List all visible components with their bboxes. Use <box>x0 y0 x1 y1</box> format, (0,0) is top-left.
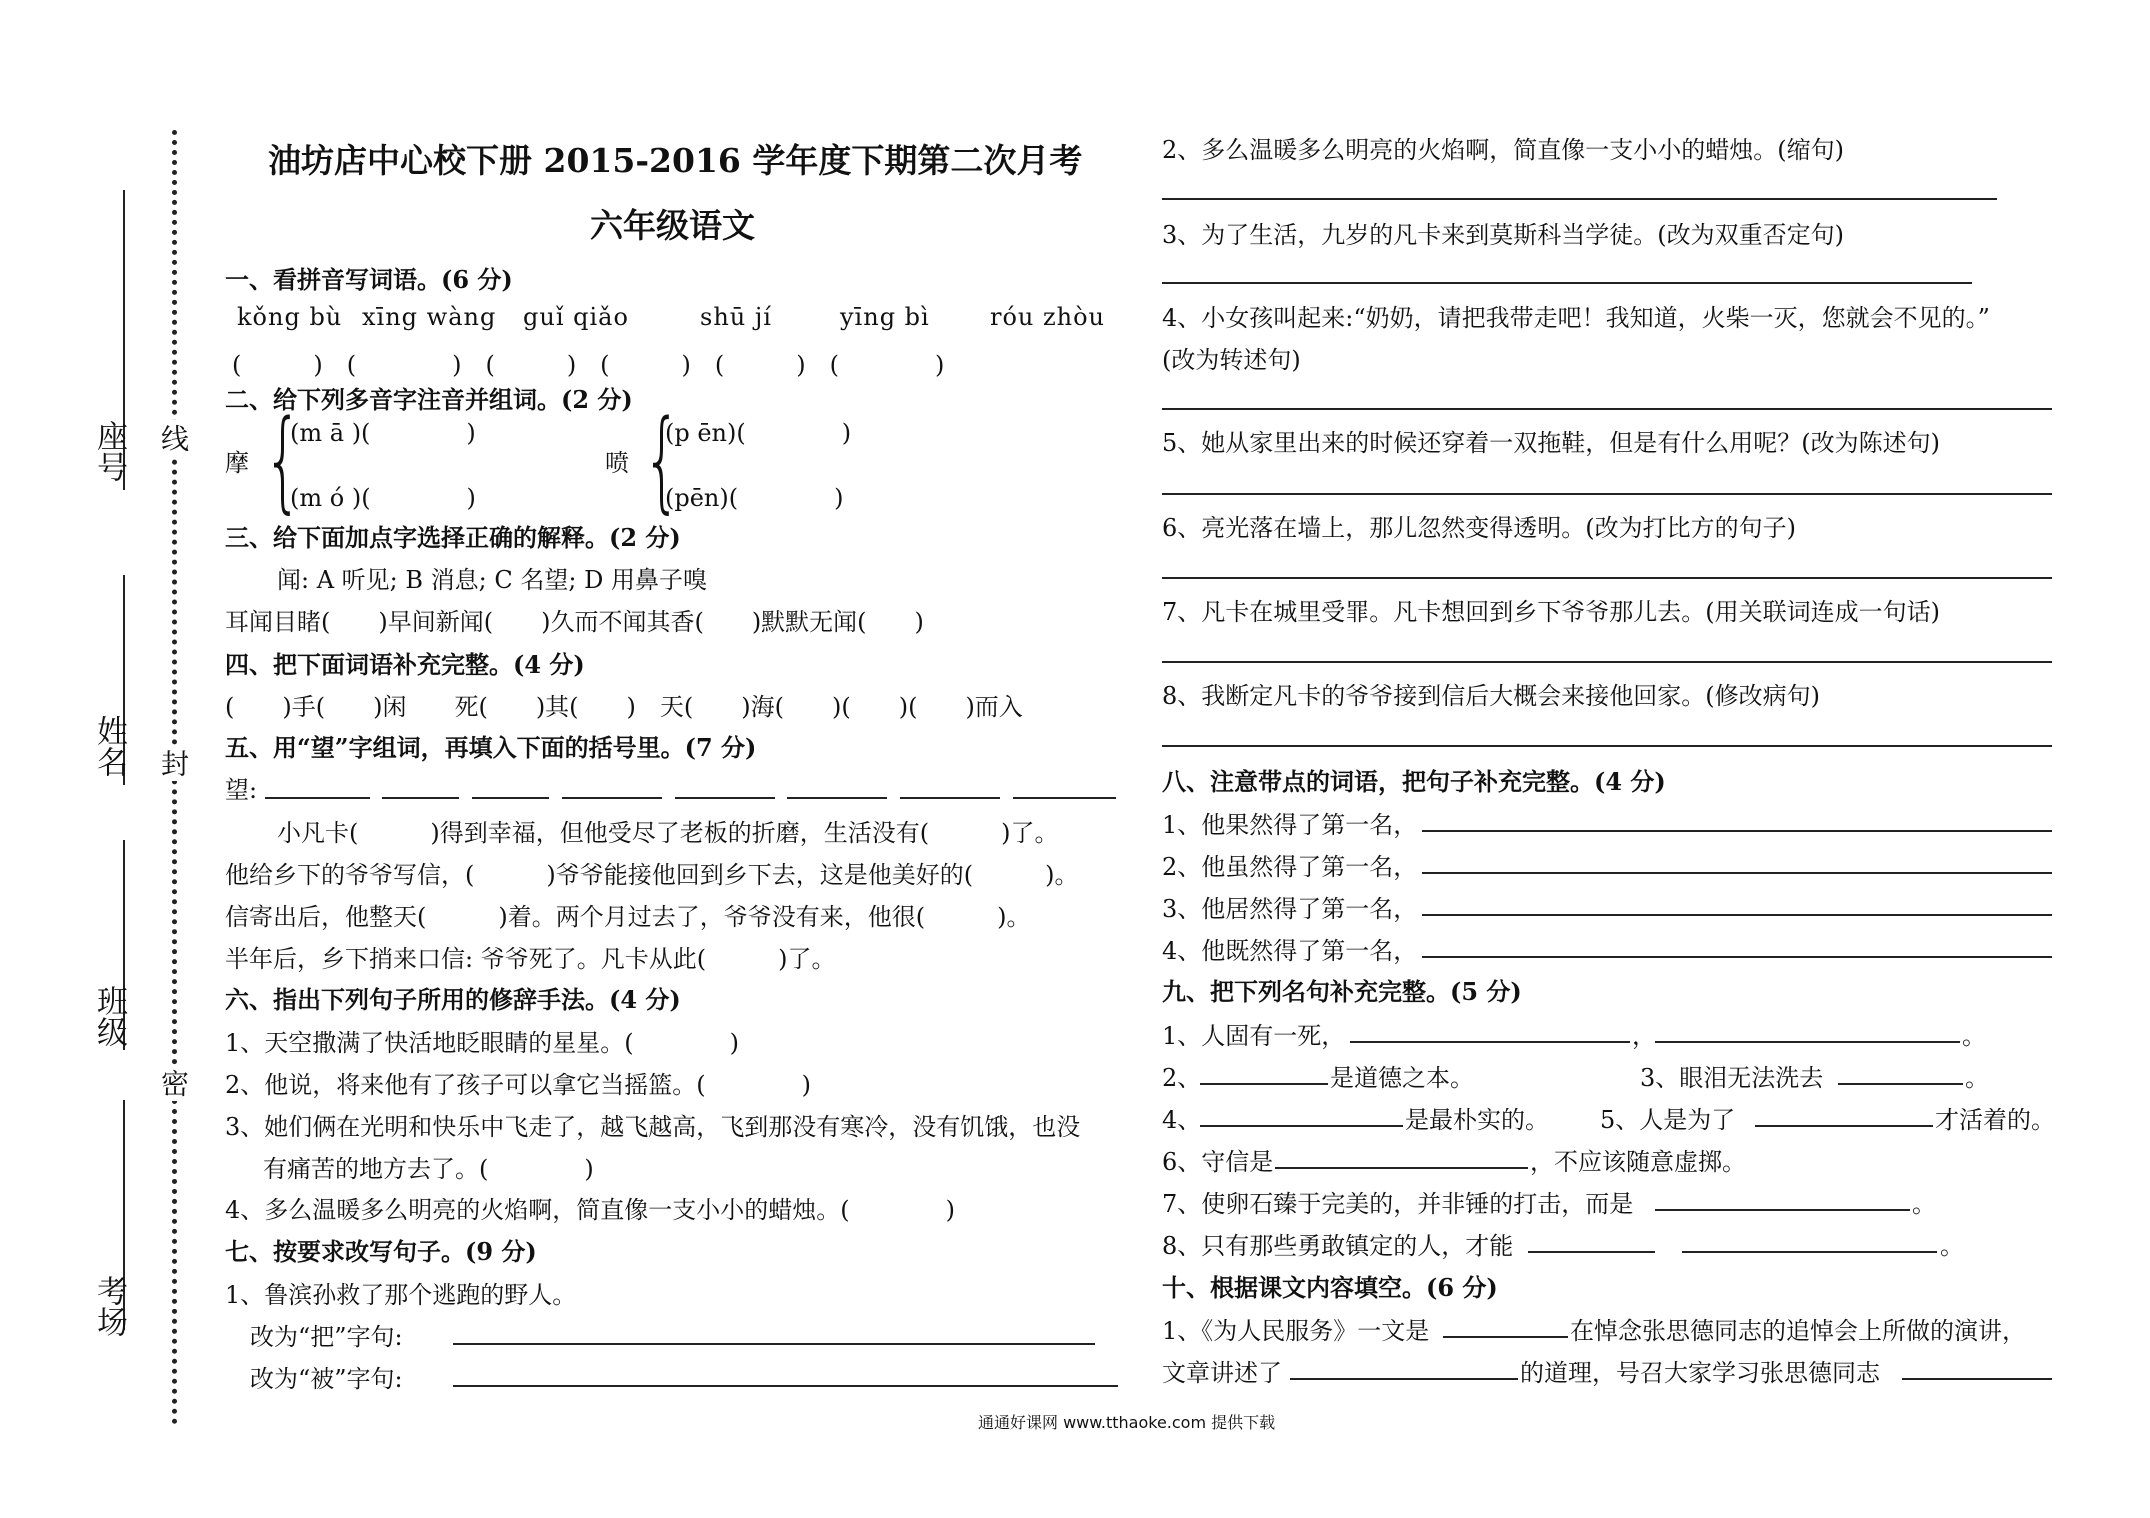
q5-blank-8[interactable] <box>1013 797 1116 799</box>
q9-s5b: 才活着的。 <box>1935 1106 2055 1134</box>
q7-s3-answer-line[interactable] <box>1162 282 1972 284</box>
q7-s3: 3、为了生活，九岁的凡卡来到莫斯科当学徒。(改为双重否定句) <box>1162 221 1844 249</box>
q6-s1: 1、天空撒满了快活地眨眼睛的星星。( ) <box>225 1029 739 1057</box>
q4-items: ( )手( )闲 死( )其( ) 天( )海( )( )( )而入 <box>225 693 1023 721</box>
q9-s7-blank[interactable] <box>1655 1209 1910 1211</box>
q9-s2a: 2、 <box>1162 1064 1202 1092</box>
q10-l1-blank[interactable] <box>1443 1336 1568 1338</box>
q9-s1a: 1、人固有一死， <box>1162 1022 1346 1050</box>
q1-pinyin-5: yīng bì <box>840 303 930 331</box>
q7-s5: 5、她从家里出来的时候还穿着一双拖鞋，但是有什么用呢？(改为陈述句) <box>1162 429 1940 457</box>
q5-blank-7[interactable] <box>900 797 1000 799</box>
q7-s1b-label: 改为“被”字句: <box>250 1365 403 1393</box>
q9-s4a: 4、 <box>1162 1106 1202 1134</box>
q1-pinyin-1: kǒng bù <box>237 303 343 331</box>
q9-s4b: 是最朴实的。 <box>1405 1106 1549 1134</box>
seal-char-secret: 密 <box>159 1065 187 1101</box>
q10-l1a: 1、《为人民服务》一文是 <box>1162 1317 1430 1345</box>
q5-blank-3[interactable] <box>472 797 549 799</box>
q8-heading: 八、注意带点的词语，把句子补充完整。(4 分) <box>1162 767 1666 796</box>
q5-heading: 五、用“望”字组词，再填入下面的括号里。(7 分) <box>225 733 757 762</box>
q10-heading: 十、根据课文内容填空。(6 分) <box>1162 1273 1498 1302</box>
q9-s7a: 7、使卵石臻于完美的，并非锤的打击，而是 <box>1162 1190 1634 1218</box>
q7-s5-answer-line[interactable] <box>1162 493 2052 495</box>
q8-s2: 2、他虽然得了第一名， <box>1162 853 1418 881</box>
q1-pinyin-4: shū jí <box>700 303 772 331</box>
page-subtitle: 六年级语文 <box>590 206 755 245</box>
q2-mo-bottom: (m ó )( ) <box>290 484 476 512</box>
q9-s2-blank[interactable] <box>1200 1083 1328 1085</box>
exam-room-label: 考场 <box>91 1275 127 1337</box>
q7-s7-answer-line[interactable] <box>1162 661 2052 663</box>
q1-answer-parens: ( ) ( ) ( ) ( ) ( ) ( ) <box>232 351 945 379</box>
q9-s1-blank-2[interactable] <box>1655 1041 1960 1043</box>
q7-s1a-answer-line[interactable] <box>453 1343 1095 1345</box>
q2-brace-1: { <box>263 396 303 524</box>
q9-s8-blank-2[interactable] <box>1682 1251 1937 1253</box>
q6-s2: 2、他说，将来他有了孩子可以拿它当摇篮。( ) <box>225 1071 811 1099</box>
q9-s6b: ，不应该随意虚掷。 <box>1530 1148 1746 1176</box>
q8-s1-answer-line[interactable] <box>1422 830 2052 832</box>
q2-char-mo: 摩 <box>225 449 249 477</box>
q9-s1b: ， <box>1632 1022 1656 1050</box>
q10-l2a: 文章讲述了 <box>1162 1359 1282 1387</box>
q10-l1b: 在悼念张思德同志的追悼会上所做的演讲， <box>1570 1317 2026 1345</box>
q5-prefix: 望: <box>225 776 258 804</box>
q2-pen-top: (p ēn)( ) <box>665 419 852 447</box>
q4-heading: 四、把下面词语补充完整。(4 分) <box>225 650 585 679</box>
q10-l2-blank-2[interactable] <box>1902 1378 2052 1380</box>
q9-s2b: 是道德之本。 <box>1330 1064 1474 1092</box>
page-title: 油坊店中心校下册 2015-2016 学年度下期第二次月考 <box>268 141 1083 180</box>
q8-s3: 3、他居然得了第一名， <box>1162 895 1418 923</box>
q6-s4: 4、多么温暖多么明亮的火焰啊，简直像一支小小的蜡烛。( ) <box>225 1196 955 1224</box>
q7-s1a-label: 改为“把”字句: <box>250 1323 403 1351</box>
q7-s2-answer-line[interactable] <box>1162 198 1997 200</box>
q9-s3-blank[interactable] <box>1838 1083 1963 1085</box>
q1-pinyin-2: xīng wàng <box>362 303 497 331</box>
q5-blank-1[interactable] <box>265 797 370 799</box>
q6-s3b: 有痛苦的地方去了。( ) <box>263 1155 594 1183</box>
seal-char-line: 线 <box>159 420 187 456</box>
class-label: 班级 <box>91 985 127 1047</box>
q7-s4b: (改为转述句) <box>1162 346 1301 374</box>
q3-heading: 三、给下面加点字选择正确的解释。(2 分) <box>225 523 681 552</box>
q9-s5-blank[interactable] <box>1755 1125 1933 1127</box>
q9-s8a: 8、只有那些勇敢镇定的人，才能 <box>1162 1232 1514 1260</box>
q8-s4-answer-line[interactable] <box>1422 956 2052 958</box>
q6-heading: 六、指出下列句子所用的修辞手法。(4 分) <box>225 985 681 1014</box>
seat-label: 座号 <box>91 420 127 482</box>
q9-s6a: 6、守信是 <box>1162 1148 1274 1176</box>
seal-char-seal: 封 <box>159 745 187 781</box>
q9-s4-blank[interactable] <box>1200 1125 1403 1127</box>
q9-heading: 九、把下列名句补充完整。(5 分) <box>1162 977 1522 1006</box>
q7-s8-answer-line[interactable] <box>1162 745 2052 747</box>
q9-s8-blank-1[interactable] <box>1528 1251 1655 1253</box>
q8-s4: 4、他既然得了第一名， <box>1162 937 1418 965</box>
q5-para-3: 信寄出后，他整天( )着。两个月过去了，爷爷没有来，他很( )。 <box>225 903 1031 931</box>
q2-mo-top: (m ā )( ) <box>290 419 476 447</box>
q7-heading: 七、按要求改写句子。(9 分) <box>225 1237 537 1266</box>
q9-s1c: 。 <box>1962 1022 1986 1050</box>
q10-l2-blank-1[interactable] <box>1290 1378 1518 1380</box>
q7-s2: 2、多么温暖多么明亮的火焰啊，简直像一支小小的蜡烛。(缩句) <box>1162 136 1844 164</box>
q9-s3b: 。 <box>1965 1064 1989 1092</box>
q2-heading: 二、给下列多音字注音并组词。(2 分) <box>225 385 633 414</box>
q3-items: 耳闻目睹( )早间新闻( )久而不闻其香( )默默无闻( ) <box>225 608 924 636</box>
q3-options: 闻: A 听见; B 消息; C 名望; D 用鼻子嗅 <box>277 566 707 594</box>
q2-char-pen: 喷 <box>605 449 629 477</box>
q5-blank-6[interactable] <box>787 797 887 799</box>
q5-blank-5[interactable] <box>675 797 775 799</box>
q9-s8b: 。 <box>1940 1232 1964 1260</box>
q7-s1: 1、鲁滨孙救了那个逃跑的野人。 <box>225 1281 577 1309</box>
q9-s7b: 。 <box>1912 1190 1936 1218</box>
q5-para-2: 他给乡下的爷爷写信，( )爷爷能接他回到乡下去，这是他美好的( )。 <box>225 861 1079 889</box>
q7-s6-answer-line[interactable] <box>1162 577 2052 579</box>
q8-s2-answer-line[interactable] <box>1422 872 2052 874</box>
q7-s7: 7、凡卡在城里受罪。凡卡想回到乡下爷爷那儿去。(用关联词连成一句话) <box>1162 598 1940 626</box>
q9-s1-blank-1[interactable] <box>1350 1041 1630 1043</box>
q9-s5a: 5、人是为了 <box>1600 1106 1736 1134</box>
q2-pen-bottom: (pēn)( ) <box>665 484 844 512</box>
q9-s6-blank[interactable] <box>1275 1167 1528 1169</box>
q5-blank-2[interactable] <box>382 797 459 799</box>
q7-s4-answer-line[interactable] <box>1162 408 2052 410</box>
q5-blank-4[interactable] <box>562 797 662 799</box>
q1-pinyin-6: róu zhòu <box>990 303 1106 331</box>
q7-s8: 8、我断定凡卡的爷爷接到信后大概会来接他回家。(修改病句) <box>1162 682 1820 710</box>
q7-s6: 6、亮光落在墙上，那儿忽然变得透明。(改为打比方的句子) <box>1162 514 1796 542</box>
q2-brace-2: { <box>642 396 682 524</box>
q10-l2b: 的道理，号召大家学习张思德同志 <box>1520 1359 1880 1387</box>
q5-para-4: 半年后，乡下捎来口信: 爷爷死了。凡卡从此( )了。 <box>225 945 836 973</box>
q5-para-1: 小凡卡( )得到幸福，但他受尽了老板的折磨，生活没有( )了。 <box>277 819 1059 847</box>
name-label: 姓名 <box>91 715 127 777</box>
q8-s3-answer-line[interactable] <box>1422 914 2052 916</box>
q7-s4a: 4、小女孩叫起来:“奶奶，请把我带走吧！我知道，火柴一灭，您就会不见的。” <box>1162 304 1990 332</box>
q1-pinyin-3: guǐ qiǎo <box>523 303 629 331</box>
q9-s3a: 3、眼泪无法洗去 <box>1640 1064 1824 1092</box>
q7-s1b-answer-line[interactable] <box>453 1385 1118 1387</box>
footer-text: 通通好课网 www.tthaoke.com 提供下载 <box>978 1413 1276 1432</box>
q6-s3a: 3、她们俩在光明和快乐中飞走了，越飞越高，飞到那没有寒冷，没有饥饿，也没 <box>225 1113 1081 1141</box>
q8-s1: 1、他果然得了第一名， <box>1162 811 1418 839</box>
q1-heading: 一、看拼音写词语。(6 分) <box>225 265 513 294</box>
